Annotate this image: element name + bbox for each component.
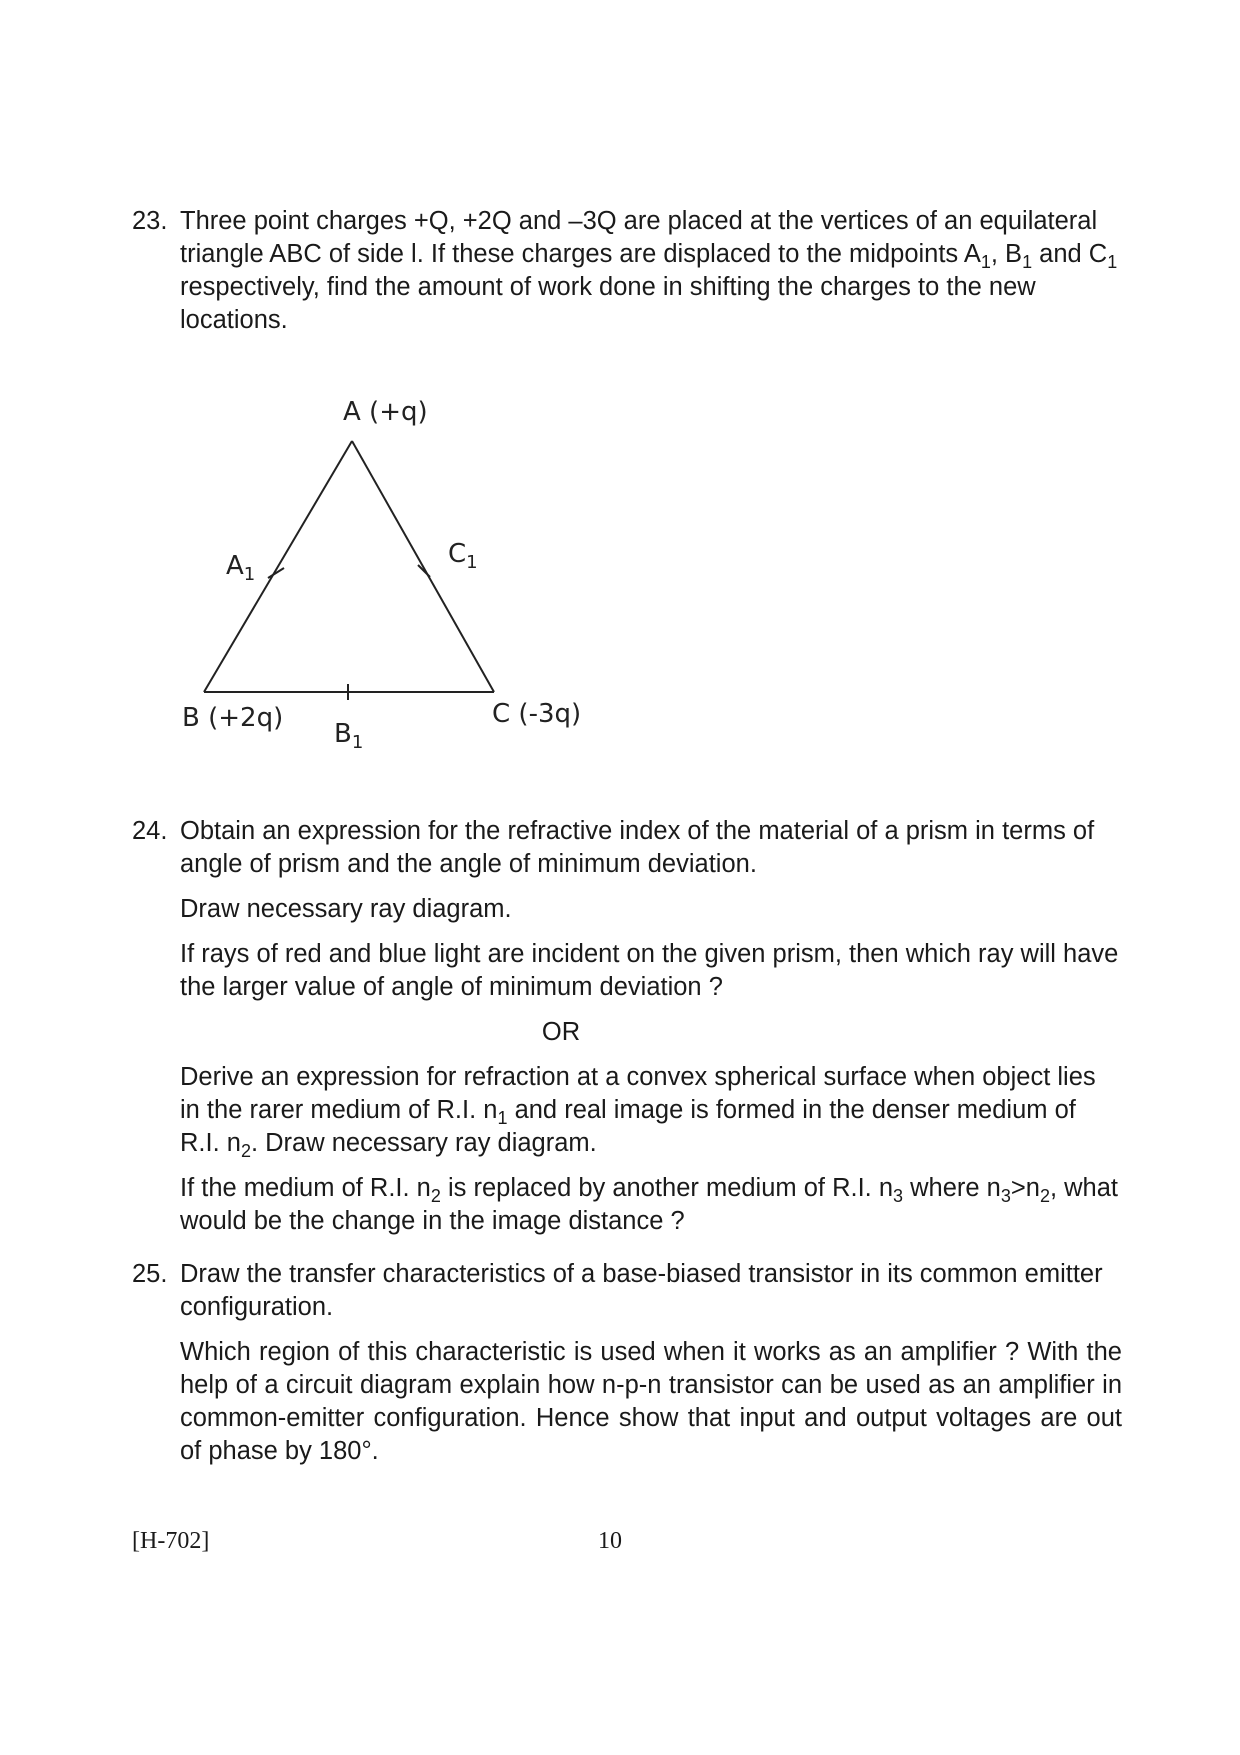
question-paragraph: Draw the transfer characteristics of a base-biased transistor in its common emitter configuration. [180,1260,1103,1321]
question-24 [132,815,1122,1250]
question-number: 24. [132,817,168,845]
triangle-diagram [0,0,1240,800]
question-paragraph: If the medium of R.I. $n_2$ is replaced by another medium of R.I. $n_3$ where $n_3>n_2$, what would be the change in the image distance ? [180,1174,1118,1235]
vertex-label-a: A (+q) [343,397,428,427]
question-text [180,1258,1122,1468]
vertex-label-c: C (-3q) [492,699,582,729]
question-paragraph: Which region of this characteristic is used when it works as an amplifier ? With the help of a circuit diagram explain how n-p-n transistor can be used as an amplifier in common-emitter configuration. Hence show that input and output voltages are out of phase by 180°. [180,1338,1122,1465]
question-paragraph: Obtain an expression for the refractive index of the material of a prism in terms of angle of prism and the angle of minimum deviation. [180,817,1095,878]
question-paragraph: If rays of red and blue light are incident on the given prism, then which ray will have the larger value of angle of minimum deviation ? [180,940,1119,1001]
paper-code: [H-702] [132,1528,210,1554]
question-text: Three point charges +Q, +2Q and –3Q are placed at the vertices of an equilateral triangle ABC of side l. If these charges are displaced to the midpoints $A_1$, $B_1$ and $C_1$ respectively, find the amount of work done in shifting the charges to the new locations. [180,207,1118,334]
question-25 [132,1258,1122,1480]
question-number: 25. [132,1260,168,1288]
page-number: 10 [598,1528,622,1554]
midpoint-label-b1: $B_1$ [334,719,364,753]
question-paragraph: Derive an expression for refraction at a convex spherical surface when object lies in the rarer medium of R.I. $n_1$ and real image is formed in the denser medium of R.I. $n_2$. Draw necessary ray diagram. [180,1063,1096,1162]
question-number: 23. [132,207,168,235]
question-text [180,815,1122,1238]
vertex-label-b: B (+2q) [182,703,284,733]
question-paragraph: Draw necessary ray diagram. [180,895,512,923]
midpoint-label-c1: $C_1$ [448,539,478,573]
midpoint-label-a1: $A_1$ [226,551,256,585]
or-separator: OR [541,1018,581,1046]
